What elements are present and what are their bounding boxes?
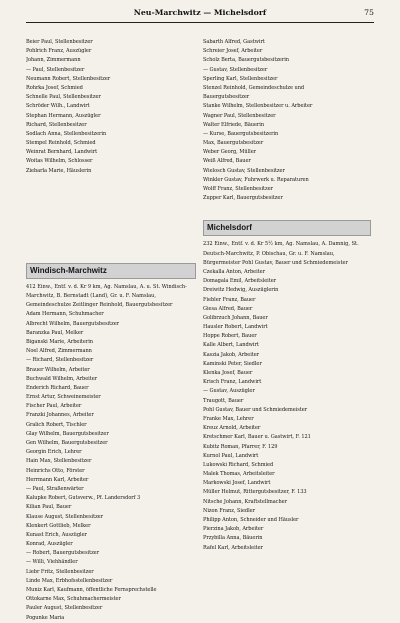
directory-entry: Sabarth Alfred, Gastwirt [203, 39, 265, 45]
directory-entry: Kalle Albert, Landwirt [203, 342, 259, 349]
directory-entry: Neumann Robert, Stellenbesitzer [26, 75, 111, 82]
directory-entry: Klenkert Gottlieb, Melker [26, 522, 91, 529]
directory-entry: Markowski Josef, Landwirt [203, 480, 271, 487]
directory-entry: Weber Georg, Müller [203, 149, 257, 156]
directory-entry: Fischer Paul, Arbeiter [26, 403, 82, 410]
column-blank-space [26, 176, 196, 260]
directory-entry: Wielosch Gustav, Stellenbesitzer [203, 167, 285, 174]
directory-entry: Pierzina Jakob, Arbeiter [203, 526, 264, 533]
directory-entry: Ernst Artur, Schweinemeister [26, 394, 101, 401]
directory-entry: — Paul, Straßenwärter [26, 485, 84, 492]
directory-entry: Albrecht Wilhelm, Bauergutsbesitzer [26, 320, 119, 327]
directory-entry: — Richard, Stellenbesitzer [26, 357, 94, 364]
directory-entry: Czekalla Anton, Arbeiter [203, 268, 265, 275]
directory-entry: Brauer Wilhelm, Arbeiter [26, 366, 90, 373]
directory-entry: Malek Thomas, Arbeitsleiter [203, 471, 275, 478]
directory-entry: Klenka Josef, Bauer [203, 370, 253, 377]
directory-entry: Kretschmer Karl, Bauer u. Gastwirt, F. 121 [203, 434, 311, 441]
directory-entry: Domagala Emil, Arbeitsleiter [203, 278, 277, 285]
directory-entry: Weiß Alfred, Bauer [203, 158, 251, 165]
directory-entry: Winkler Gustav, Fuhrwerk u. Reparaturen [203, 176, 309, 183]
section-heading-michelsdorf: Michelsdorf [203, 220, 371, 236]
directory-entry: — Paul, Stellenbesitzer [26, 66, 85, 73]
directory-entry: Buchwald Wilhelm, Arbeiter [26, 375, 98, 382]
directory-entry: Adam Hermann, Schuhmacher [26, 311, 104, 318]
directory-entry: Pohlrich Franz, Auszügler [26, 48, 92, 55]
section-intro-michelsdorf: 232 Einw., Entf. v. d. Kr 5½ km, Ag. Namslau, A. Damnig, St. Deutsch-Marchwitz, P. Obischau, Gr. u. F. Namslau, Bürgermeister Pohl Gustav, Bauer und Schmiedemeister [203, 241, 359, 266]
directory-entry: Stenzel Reinhold, Gemeindeschulze und [203, 84, 305, 91]
directory-entry: — Willi, Viehhändler [26, 559, 78, 566]
left-top-entries [26, 38, 196, 176]
directory-entry: Baranzka Paul, Melker [26, 329, 84, 336]
directory-entry: — Gustav, Stellenbesitzer [203, 66, 268, 73]
directory-entry: Klause August, Stellenbesitzer [26, 513, 103, 520]
directory-entry: Wagner Paul, Stellenbesitzer [203, 112, 276, 119]
directory-entry: Dreiwitz Hedwig, Auszüglerin [203, 287, 279, 294]
directory-entry: Traugott, Bauer [203, 397, 244, 404]
directory-entry: Ziebarla Marie, Häuslerin [26, 167, 92, 174]
directory-entry: Konrad, Auszügler [26, 541, 73, 548]
directory-entry: Biganski Marie, Arbeiterin [26, 338, 93, 345]
directory-entry: Pauler August, Stellenbesitzer [26, 605, 103, 612]
directory-entry: Hain Max, Stellenbesitzer [26, 458, 92, 465]
directory-entry: Kubitz Roman, Pfarrer, F. 129 [203, 443, 278, 450]
running-title: Neu-Marchwitz — Michelsdorf [133, 8, 267, 17]
directory-entry: Kilian Paul, Bauer [26, 504, 72, 511]
directory-entry: Muniz Karl, Kaufmann, öffentliche Fernsprechstelle [26, 587, 157, 594]
section-heading-windisch-marchwitz: Windisch-Marchwitz [26, 263, 196, 279]
directory-entry: Pohl Gustav, Bauer und Schmiedemeister [203, 406, 308, 413]
directory-entry: Liebr Fritz, Stellenbesitzer [26, 568, 94, 575]
left-column [26, 38, 196, 623]
directory-entry: Georgin Erich, Lehrer [26, 449, 82, 456]
directory-entry: Herrmann Karl, Arbeiter [26, 476, 89, 483]
directory-entry: — Kurse, Bauergutsbesitzerin [203, 130, 279, 137]
directory-entry: Krisch Franz, Landwirt [203, 379, 262, 386]
right-section-entries [203, 268, 371, 553]
directory-entry: Scholz Berta, Bauergutsbesitzerin [203, 57, 289, 64]
directory-entry: Lukowski Richard, Schmied [203, 461, 274, 468]
directory-entry: Johann, Zimmermann [26, 57, 81, 64]
directory-entry: Kalupke Robert, Gutsverw., Pf. Landersdorf 3 [26, 495, 141, 502]
directory-entry: Golibrzuch Johann, Bauer [203, 314, 268, 321]
right-column [203, 38, 371, 553]
directory-entry: Przybilla Anna, Bäuerin [203, 535, 263, 542]
directory-entry: — Gustav, Auszügler [203, 388, 255, 395]
directory-entry: Giesa Alfred, Bauer [203, 305, 253, 312]
directory-entry: Enderich Richard, Bauer [26, 384, 89, 391]
directory-entry: Linde Max, Erbhofsstellenbesitzer [26, 577, 113, 584]
right-top-entries [203, 38, 371, 203]
directory-entry: Gen Wilhelm, Bauergutsbesitzer [26, 440, 108, 447]
directory-entry: Nizon Franz, Siedler [203, 507, 255, 514]
directory-entry: Kreuz Arnold, Arbeiter [203, 425, 261, 432]
directory-entry: Wolff Franz, Stellenbesitzer [203, 186, 273, 192]
directory-entry: Kunast Erich, Auszügler [26, 531, 87, 538]
directory-entry: Richard, Stellenbesitzer [26, 121, 87, 128]
directory-entry: Kurnol Paul, Landwirt [203, 452, 259, 459]
directory-entry: Max, Bauergutsbesitzer [203, 140, 264, 147]
directory-entry: — Robert, Bauergutsbesitzer [26, 550, 99, 557]
directory-entry: Weinrat Bernhard, Landwirt [26, 149, 98, 156]
directory-entry: Heinrichs Otto, Förster [26, 467, 85, 474]
directory-entry: Sperling Karl, Stellenbesitzer [203, 75, 278, 82]
directory-entry: Kaszia Jakob, Arbeiter [203, 351, 260, 358]
directory-entry: Gralich Robert, Tischler [26, 421, 87, 428]
directory-entry: Philipp Anton, Schneider und Häusler [203, 517, 299, 524]
page-number: 75 [364, 8, 374, 17]
directory-entry: Glay Wilhelm, Bauergutsbesitzer [26, 430, 109, 437]
directory-entry: Ottokarne Max, Schuhmachermeister [26, 596, 121, 603]
directory-entry: Bauergutsbesitzer [203, 94, 250, 101]
directory-entry: Sodlach Anna, Stellenbesitzerin [26, 130, 107, 137]
column-blank-space [203, 203, 371, 217]
directory-entry: Zupper Karl, Bauergutsbesitzer [203, 195, 283, 202]
directory-entry: Walter Elfriede, Bäuerin [203, 121, 265, 128]
directory-entry: Schnelle Paul, Stellenbesitzer [26, 94, 101, 101]
directory-entry: Hausler Robert, Landwirt [203, 324, 268, 331]
directory-entry: Kaminski Peter, Siedler [203, 360, 262, 367]
directory-entry: Pogunke Maria [26, 614, 65, 621]
directory-entry: Müller Helmut, Rittergutsbesitzer, F. 133 [203, 489, 307, 496]
directory-entry: Stephan Hermann, Auszügler [26, 112, 101, 119]
directory-entry: Stempel Reinhold, Schmied [26, 140, 96, 147]
page-header [26, 6, 374, 23]
directory-entry: Noel Alfred, Zimmermann [26, 348, 92, 355]
directory-entry: Rohrka Josef, Schmied [26, 84, 83, 91]
directory-entry: Rafel Karl, Arbeitsleiter [203, 544, 263, 551]
directory-entry: Schröder Wilh., Landwirt [26, 103, 90, 110]
directory-entry: Beier Paul, Stellenbesitzer [26, 39, 93, 45]
section-intro-windisch-marchwitz: 412 Einw., Entf. v. d. Kr 9 km, Ag. Namslau, A. u. St. Windisch-Marchwitz, B. Bernstadt (Land), Gr. u. F. Namslau, Gemeindeschulze Zeitlinger Reinhold, Bauergutsbesitzer [26, 283, 187, 309]
directory-entry: Schreier Josef, Arbeiter [203, 48, 263, 55]
directory-entry: Nitsche Johann, Kraftstellmacher [203, 498, 287, 505]
directory-entry: Franzki Johannes, Arbeiter [26, 412, 94, 419]
directory-entry: Stanke Wilhelm, Stellenbesitzer u. Arbeiter [203, 103, 313, 110]
directory-entry: Woitas Wilhelm, Schlosser [26, 158, 93, 165]
directory-entry: Franke Max, Lehrer [203, 415, 254, 422]
directory-entry: Fiebler Franz, Bauer [203, 296, 256, 303]
directory-entry: Hoppe Robert, Bauer [203, 333, 257, 340]
left-section-entries [26, 310, 196, 622]
